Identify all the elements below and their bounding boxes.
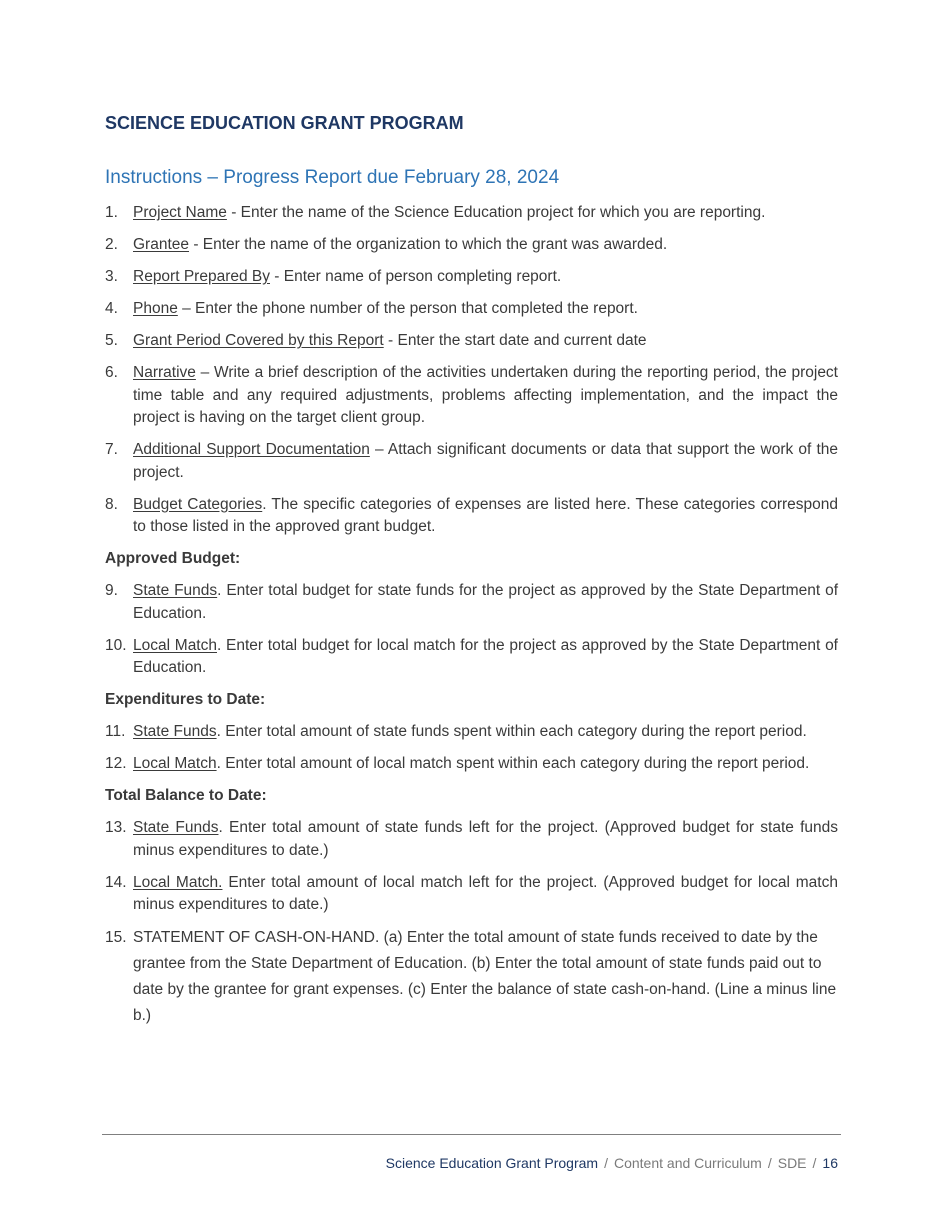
item-term: Narrative (133, 364, 196, 381)
footer-separator: / (604, 1155, 608, 1171)
item-text: – Attach significant documents or data that support the work of the project. (133, 441, 838, 481)
item-text: Enter total amount of local match left for the project. (Approved budget for local match minus expenditures to date.) (133, 873, 838, 913)
item-number: 14. (105, 873, 127, 891)
page-number: 16 (822, 1155, 838, 1171)
item-number: 7. (105, 441, 118, 458)
item-text: STATEMENT OF CASH-ON-HAND. (a) Enter the total amount of state funds received to date by the grantee from the State Department of Education. (b) Enter the total amount of state funds paid out to date by the grantee for grant expenses. (c) Enter the balance of state cash-on-hand. (Line a minus line b.) (133, 929, 837, 1024)
list-item (105, 925, 838, 1029)
item-term: Local Match. (133, 873, 223, 891)
item-text: - Enter the name of the organization to which the grant was awarded. (189, 236, 668, 253)
item-text: - Enter name of person completing report. (270, 268, 562, 285)
item-number: 11. (105, 723, 126, 740)
item-text: – Write a brief description of the activities undertaken during the reporting period, the project time table and any required adjustments, problems affecting implementation, and the impact the project is having on the target client group. (133, 364, 838, 426)
instructions-list (105, 202, 838, 1039)
item-number: 5. (105, 332, 118, 349)
item-number: 9. (105, 582, 118, 599)
section-heading-total-balance: Total Balance to Date: (105, 787, 267, 804)
list-item (105, 494, 838, 539)
item-term: Budget Categories (133, 495, 263, 513)
item-term: Local Match (133, 755, 217, 772)
item-term: State Funds (133, 582, 218, 599)
page-footer (386, 1155, 838, 1171)
list-item (105, 580, 838, 625)
list-item (105, 202, 838, 225)
item-text: . The specific categories of expenses are listed here. These categories correspond to those listed in the approved grant budget. (133, 495, 839, 535)
item-number: 8. (105, 495, 118, 513)
list-item (105, 721, 838, 744)
item-term: Additional Support Documentation (133, 441, 370, 458)
item-term: Project Name (133, 204, 227, 221)
list-item (105, 362, 838, 430)
section-heading-expenditures: Expenditures to Date: (105, 691, 266, 708)
list-item (105, 753, 838, 776)
item-number: 3. (105, 268, 118, 285)
item-text: . Enter total amount of state funds left for the project. (Approved budget for state funds minus expenditures to date.) (133, 819, 838, 859)
item-number: 15. (105, 929, 127, 946)
item-text: . Enter total budget for state funds for the project as approved by the State Department of Education. (133, 582, 838, 622)
page-title: SCIENCE EDUCATION GRANT PROGRAM (105, 113, 464, 133)
item-term: Phone (133, 300, 178, 317)
list-item (105, 817, 838, 862)
footer-agency: SDE (777, 1155, 807, 1171)
footer-separator: / (812, 1155, 817, 1171)
item-number: 10. (105, 636, 127, 654)
list-item (105, 872, 838, 917)
item-term: Report Prepared By (133, 268, 270, 285)
footer-program: Science Education Grant Program (385, 1155, 599, 1171)
list-item (105, 298, 838, 321)
item-number: 12. (105, 755, 127, 772)
item-number: 2. (105, 236, 118, 253)
item-text: . Enter total amount of local match spent within each category during the report period. (216, 755, 810, 772)
footer-divider (102, 1134, 841, 1135)
item-term: Grantee (133, 236, 190, 253)
item-number: 6. (105, 364, 118, 381)
footer-separator: / (767, 1155, 772, 1171)
item-text: – Enter the phone number of the person that completed the report. (177, 300, 638, 317)
item-number: 13. (105, 819, 127, 836)
instructions-heading: Instructions – Progress Report due February 28, 2024 (105, 167, 560, 188)
list-item (105, 330, 838, 353)
list-item (105, 439, 838, 484)
item-number: 1. (105, 204, 118, 221)
item-term: Local Match (133, 636, 217, 654)
item-number: 4. (105, 300, 118, 317)
item-term: Grant Period Covered by this Report (133, 332, 384, 349)
section-heading-approved-budget: Approved Budget: (105, 550, 241, 567)
item-text: . Enter total budget for local match for the project as approved by the State Department of Education. (133, 636, 838, 676)
list-item (105, 234, 838, 257)
item-term: State Funds (133, 819, 219, 836)
item-text: - Enter the start date and current date (383, 332, 647, 349)
item-text: - Enter the name of the Science Education project for which you are reporting. (226, 204, 766, 221)
list-item (105, 635, 838, 680)
item-text: . Enter total amount of state funds spent within each category during the report period. (216, 723, 807, 740)
item-term: State Funds (133, 723, 217, 740)
footer-dept: Content and Curriculum (613, 1155, 762, 1171)
list-item (105, 266, 838, 289)
